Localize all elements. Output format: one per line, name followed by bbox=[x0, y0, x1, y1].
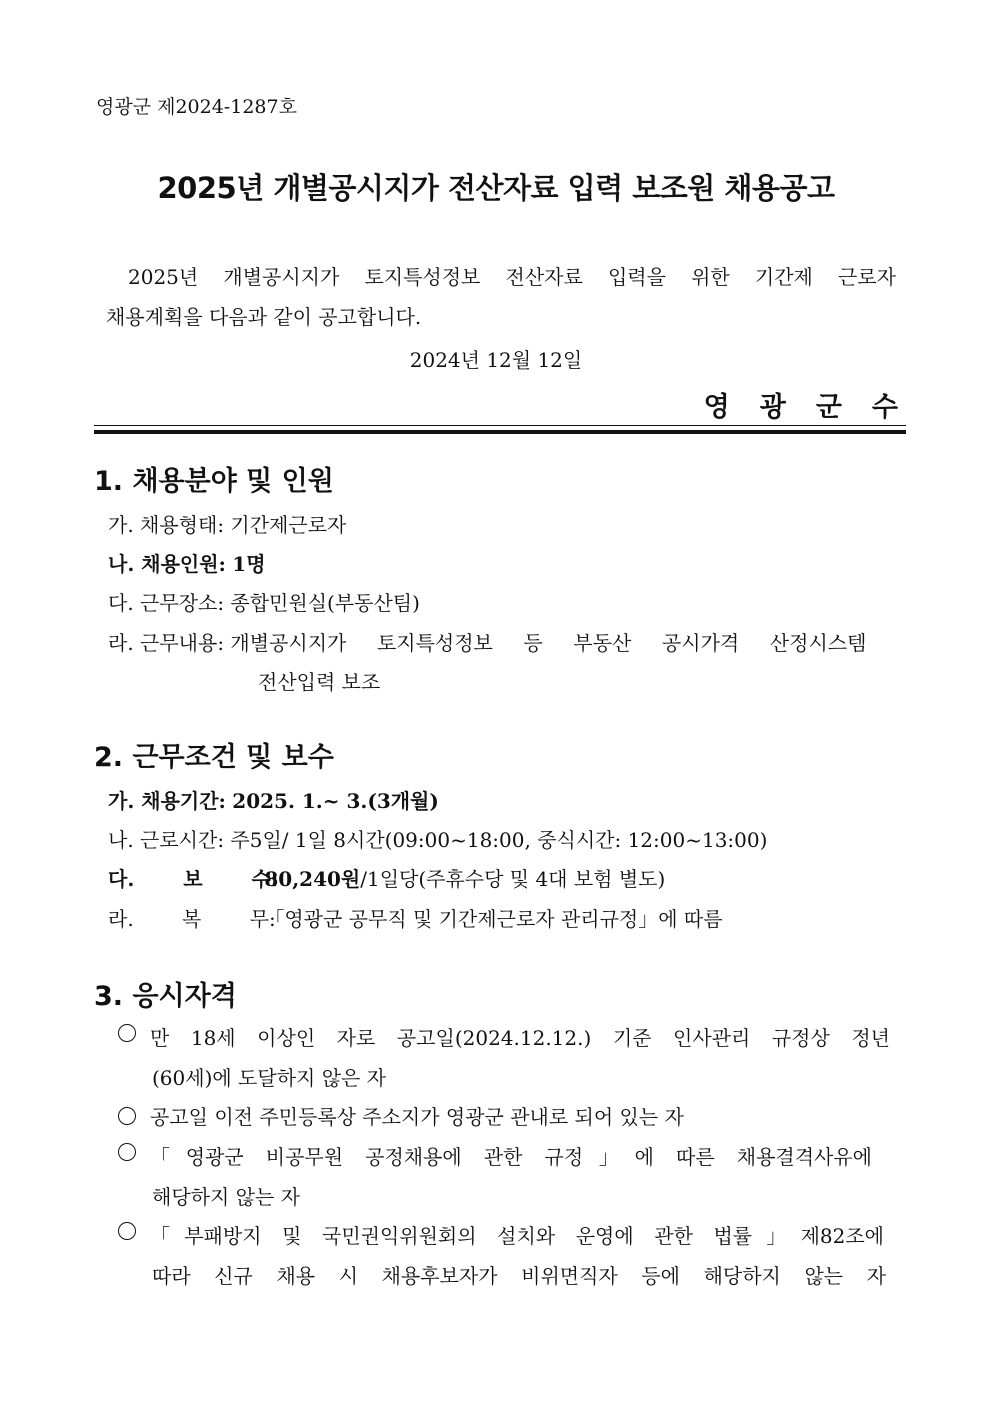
item-employment-period bbox=[108, 785, 439, 814]
qualification-text-continuation: 해당하지 않는 자 bbox=[152, 1185, 300, 1209]
item-working-hours bbox=[108, 824, 767, 853]
item-workplace bbox=[108, 587, 420, 616]
qualification-text: 「영광군 비공무원 공정채용에 관한 규정」에 따른 채용결격사유에 bbox=[150, 1145, 872, 1169]
intro-line-1: 2025년 개별공시지가 토지특성정보 전산자료 입력을 위한 기간제 근로자 bbox=[128, 265, 896, 289]
circle-bullet-icon bbox=[118, 1222, 136, 1240]
qualification-text-continuation bbox=[152, 1260, 886, 1289]
issuer-signature: 영광군수 bbox=[703, 392, 928, 423]
item-value: 1명 bbox=[232, 552, 266, 576]
qualification-item bbox=[118, 1101, 684, 1130]
qualification-item bbox=[118, 1141, 878, 1170]
divider-thin bbox=[94, 425, 906, 426]
item-value: 종합민원실(부동산팀) bbox=[230, 591, 420, 615]
item-employment-type bbox=[108, 509, 346, 538]
divider-thick bbox=[94, 430, 906, 434]
item-value: 주5일/ 1일 8시간(09:00~18:00, 중식시간: 12:00~13:00) bbox=[230, 828, 768, 852]
item-job-description bbox=[108, 627, 896, 656]
item-label: 다. 보 수: bbox=[108, 867, 279, 891]
item-headcount bbox=[108, 548, 266, 577]
page-title: 2025년 개별공시지가 전산자료 입력 보조원 채용공고 bbox=[157, 171, 835, 205]
item-label: 나. 채용인원: bbox=[108, 552, 226, 576]
item-value: 기간제근로자 bbox=[230, 513, 347, 537]
item-label: 라. 복 무: bbox=[108, 907, 276, 931]
intro-line-2: 채용계획을 다음과 같이 공고합니다. bbox=[106, 305, 422, 329]
qualification-item bbox=[118, 1220, 890, 1249]
document-number: 영광군 제2024-1287호 bbox=[96, 96, 297, 118]
qualification-item bbox=[118, 1022, 896, 1051]
item-value: 개별공시지가 토지특성정보 등 부동산 공시가격 산정시스템 bbox=[230, 631, 867, 655]
item-label: 다. 근무장소: bbox=[108, 591, 225, 615]
item-label: 가. 채용형태: bbox=[108, 513, 225, 537]
qualification-text: 「부패방지 및 국민권익위원회의 설치와 운영에 관한 법률」제82조에 bbox=[150, 1224, 884, 1248]
announcement-date: 2024년 12월 12일 bbox=[409, 348, 583, 372]
section-heading-1: 1. 채용분야 및 인원 bbox=[94, 466, 334, 497]
item-label: 나. 근로시간: bbox=[108, 828, 225, 852]
section-heading-3: 3. 응시자격 bbox=[94, 981, 237, 1012]
item-value: 「영광군 공무직 및 기간제근로자 관리규정」에 따름 bbox=[264, 907, 723, 931]
item-label: 가. 채용기간: bbox=[108, 789, 226, 813]
item-label: 라. 근무내용: bbox=[108, 631, 225, 655]
item-value: /1일당(주휴수당 및 4대 보험 별도) bbox=[360, 867, 666, 891]
section-heading-2: 2. 근무조건 및 보수 bbox=[94, 742, 334, 773]
qualification-text-line: 따라 신규 채용 시 채용후보자가 비위면직자 등에 해당하지 않는 자 bbox=[152, 1264, 886, 1288]
circle-bullet-icon bbox=[118, 1024, 136, 1042]
item-service-rules bbox=[108, 903, 723, 932]
item-value-amount: 80,240원 bbox=[264, 867, 361, 891]
circle-bullet-icon bbox=[118, 1107, 136, 1125]
qualification-text: 만 18세 이상인 자로 공고일(2024.12.12.) 기준 인사관리 규정상 정년 bbox=[150, 1026, 890, 1050]
qualification-text: 공고일 이전 주민등록상 주소지가 영광군 관내로 되어 있는 자 bbox=[150, 1105, 684, 1129]
item-value-continuation: 전산입력 보조 bbox=[258, 670, 381, 694]
item-pay bbox=[108, 863, 665, 892]
item-value: 2025. 1.~ 3.(3개월) bbox=[232, 789, 439, 813]
intro-paragraph bbox=[106, 257, 896, 337]
qualification-text-continuation: (60세)에 도달하지 않은 자 bbox=[152, 1066, 387, 1090]
circle-bullet-icon bbox=[118, 1143, 136, 1161]
